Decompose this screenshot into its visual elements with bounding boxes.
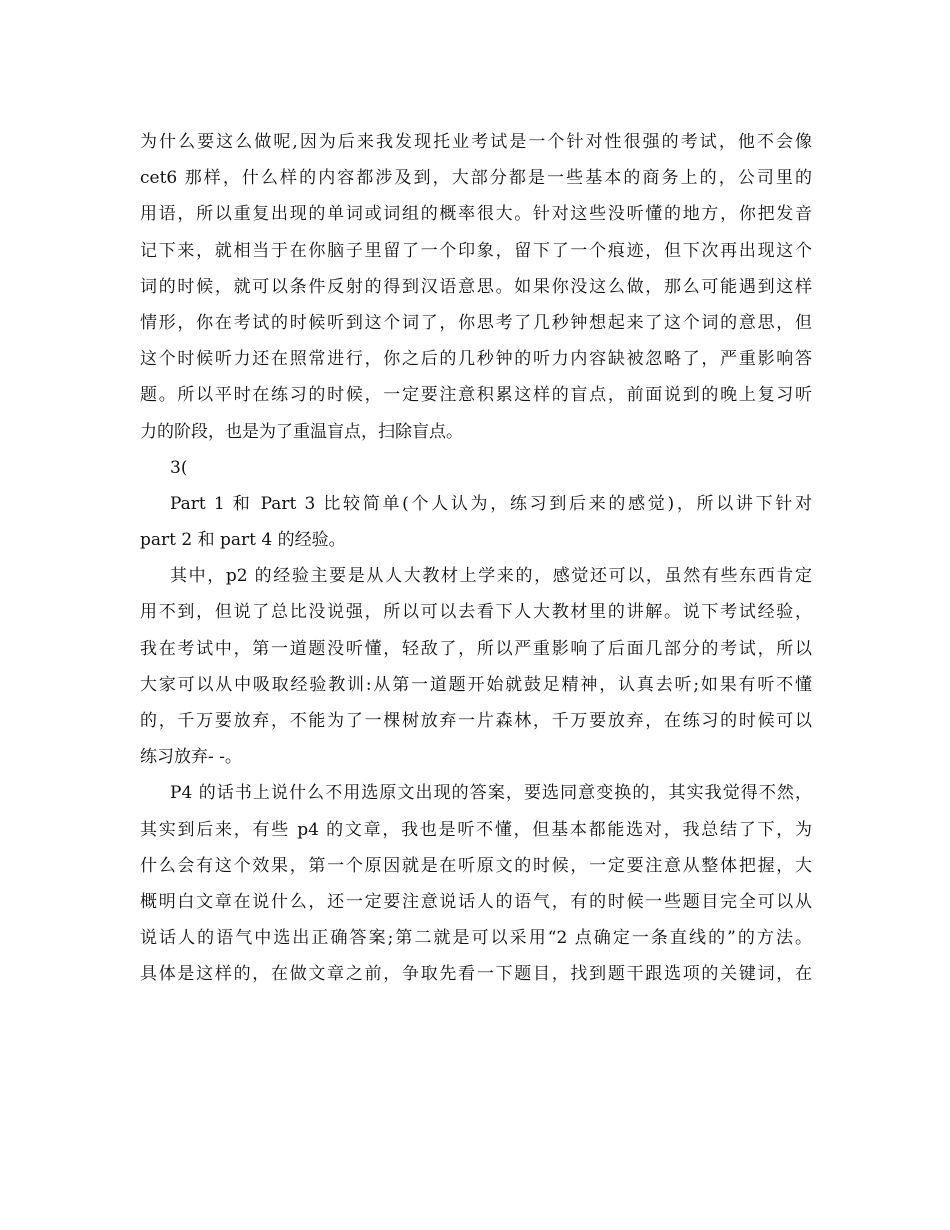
- text-line: 情形，你在考试的时候听到这个词了，你思考了几秒钟想起来了这个词的意思，但: [140, 312, 812, 333]
- text-line: 用不到，但说了总比没说强，所以可以去看下人大教材里的讲解。说下考试经验，: [140, 602, 812, 623]
- text-line: 其中，p2 的经验主要是从人大教材上学来的，感觉还可以，虽然有些东西肯定: [170, 566, 812, 587]
- text-line: 说话人的语气中选出正确答案;第二就是可以采用“2 点确定一条直线的”的方法。: [140, 928, 812, 949]
- text-line: 记下来，就相当于在你脑子里留了一个印象，留下了一个痕迹，但下次再出现这个: [140, 240, 812, 261]
- paragraph: [140, 486, 812, 558]
- text-line: 概明白文章在说什么，还一定要注意说话人的语气，有的时候一些题目完全可以从: [140, 891, 812, 912]
- text-line: 用语，所以重复出现的单词或词组的概率很大。针对这些没听懂的地方，你把发音: [140, 204, 812, 225]
- document-body: [140, 124, 812, 993]
- text-line: 练习放弃- -。: [140, 747, 242, 768]
- text-line: P4 的话书上说什么不用选原文出现的答案，要选同意变换的，其实我觉得不然，: [170, 783, 812, 804]
- text-line: 题。所以平时在练习的时候，一定要注意积累这样的盲点，前面说到的晚上复习听: [140, 385, 812, 406]
- paragraph: [140, 558, 812, 775]
- text-line: 为什么要这么做呢,因为后来我发现托业考试是一个针对性很强的考试，他不会像: [140, 132, 812, 152]
- text-line: 什么会有这个效果，第一个原因就是在听原文的时候，一定要注意从整体把握，大: [140, 855, 812, 876]
- paragraph: [140, 124, 812, 450]
- text-line: 其实到后来，有些 p4 的文章，我也是听不懂，但基本都能选对，我总结了下，为: [140, 819, 812, 840]
- text-line: 这个时候听力还在照常进行，你之后的几秒钟的听力内容缺被忽略了，严重影响答: [140, 349, 812, 370]
- text-line: Part 1 和 Part 3 比较简单(个人认为，练习到后来的感觉)，所以讲下针对: [170, 493, 812, 514]
- text-line: 3(: [170, 457, 188, 478]
- text-line: 词的时候，就可以条件反射的得到汉语意思。如果你没这么做，那么可能遇到这样: [140, 276, 812, 297]
- text-line: 我在考试中，第一道题没听懂，轻敌了，所以严重影响了后面几部分的考试，所以: [140, 638, 812, 659]
- text-line: 大家可以从中吸取经验教训:从第一道题开始就鼓足精神，认真去听;如果有听不懂: [140, 674, 812, 695]
- text-line: part 2 和 part 4 的经验。: [140, 530, 346, 551]
- text-line: 力的阶段，也是为了重温盲点，扫除盲点。: [140, 421, 463, 442]
- text-line: 具体是这样的，在做文章之前，争取先看一下题目，找到题干跟选项的关键词，在: [140, 964, 812, 985]
- paragraph: [140, 450, 812, 486]
- text-line: cet6 那样，什么样的内容都涉及到，大部分都是一些基本的商务上的，公司里的: [140, 168, 812, 189]
- text-line: 的，千万要放弃，不能为了一棵树放弃一片森林，千万要放弃，在练习的时候可以: [140, 711, 812, 731]
- paragraph: [140, 775, 812, 992]
